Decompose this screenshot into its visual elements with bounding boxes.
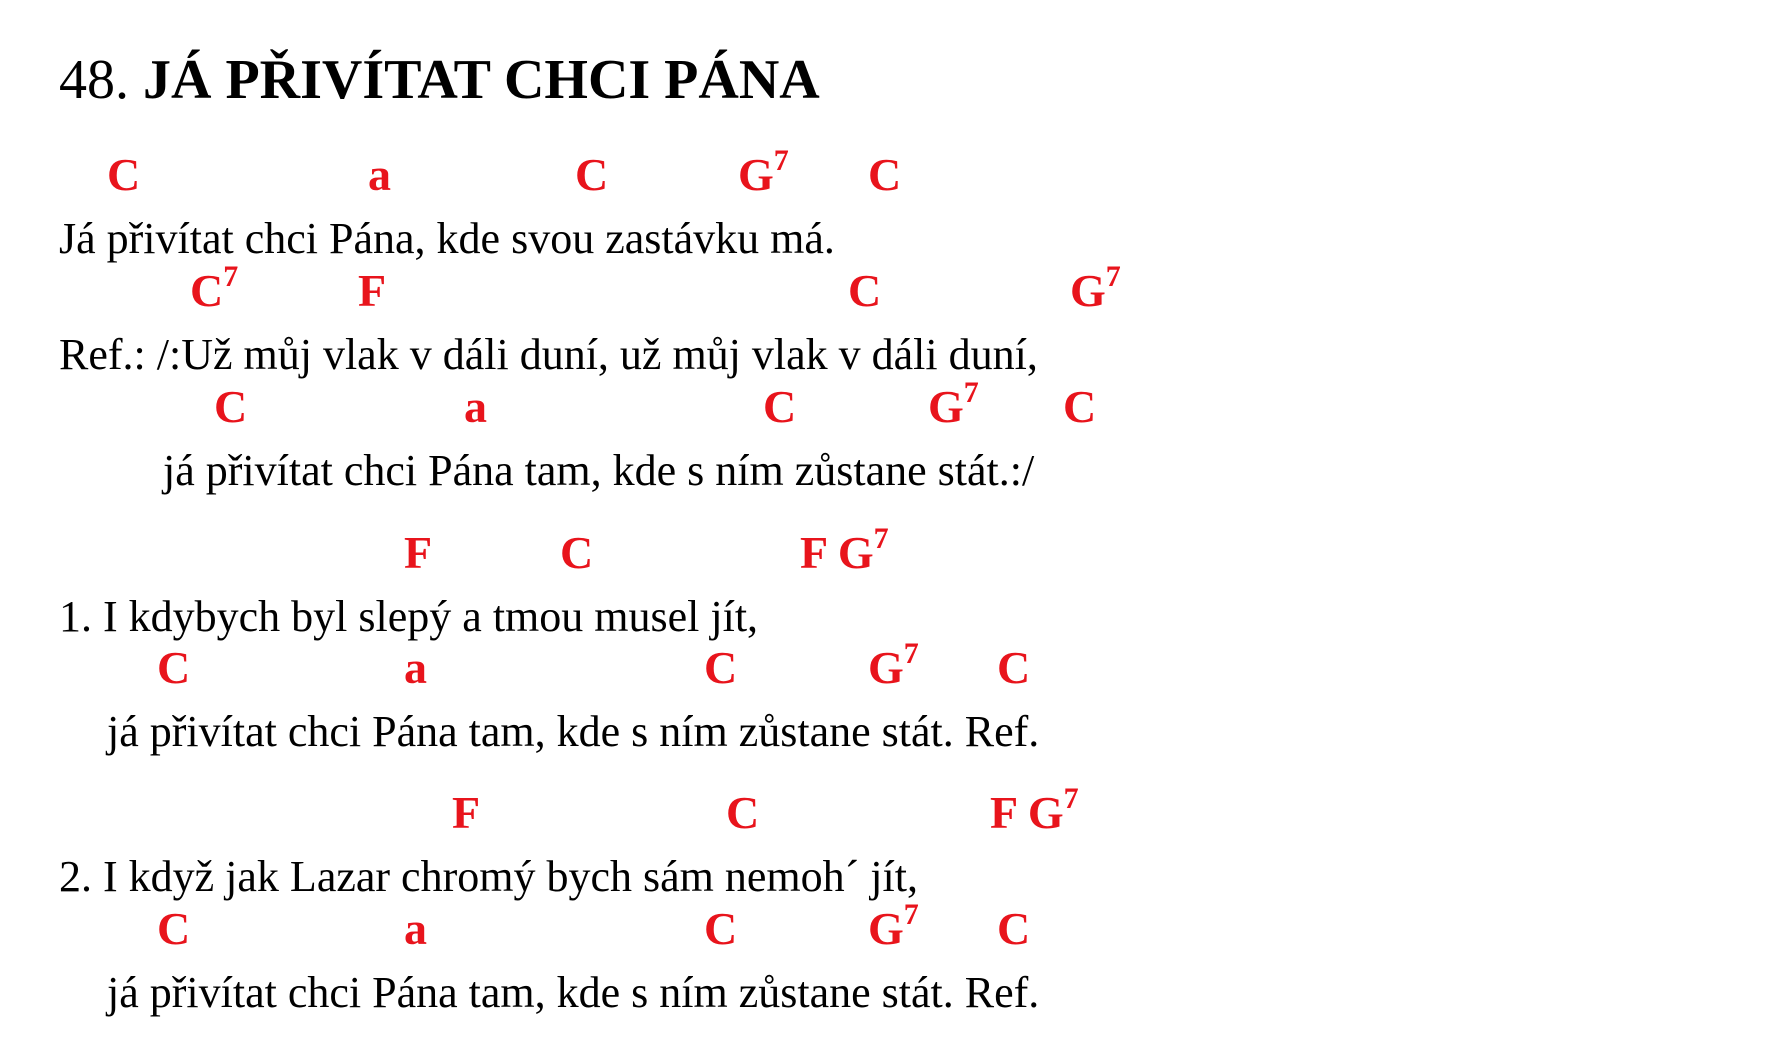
chord — [368, 150, 391, 200]
chord-root: F — [452, 787, 481, 838]
chord — [738, 143, 789, 200]
chord — [464, 382, 487, 432]
chord — [868, 150, 901, 200]
chord-root: C — [726, 787, 760, 838]
song-title — [59, 48, 820, 112]
chord-root: F — [358, 265, 387, 316]
chord-root: C — [157, 642, 191, 693]
chord-root: C — [214, 381, 248, 432]
chord-root: C — [107, 149, 141, 200]
chord — [157, 643, 190, 693]
chord — [868, 636, 919, 693]
chord — [358, 266, 386, 316]
lyric-line-ref-2: já přivítat chci Pána tam, kde s ním zůstane stát.:/ — [163, 446, 1035, 495]
chord — [726, 788, 759, 838]
chord — [800, 521, 889, 578]
chord — [157, 904, 190, 954]
chord — [1063, 382, 1096, 432]
lyric-line-verse1-2: já přivítat chci Pána tam, kde s ním zůstane stát. Ref. — [107, 707, 1040, 756]
chord-root: C — [704, 903, 738, 954]
chord-root: C — [190, 265, 224, 316]
chord-root: F G — [800, 527, 874, 578]
chord-root: G — [928, 381, 964, 432]
song-name: JÁ PŘIVÍTAT CHCI PÁNA — [143, 49, 820, 111]
chord — [997, 904, 1030, 954]
chord-root: a — [404, 642, 427, 693]
chord-extension: 7 — [903, 636, 919, 670]
chord-root: C — [868, 149, 902, 200]
chord-root: C — [560, 527, 594, 578]
chord-root: G — [1070, 265, 1106, 316]
chord-root: C — [575, 149, 609, 200]
chord-extension: 7 — [223, 259, 239, 293]
chord-root: C — [997, 642, 1031, 693]
lyric-line-verse2-2: já přivítat chci Pána tam, kde s ním zůstane stát. Ref. — [107, 968, 1040, 1017]
song-number: 48. — [59, 49, 129, 111]
chord-root: a — [404, 903, 427, 954]
chord-root: G — [868, 642, 904, 693]
chord — [704, 643, 737, 693]
chord — [868, 897, 919, 954]
chord — [848, 266, 881, 316]
chord-extension: 7 — [1063, 781, 1079, 815]
chord — [190, 259, 239, 316]
lyric-line-intro: Já přivítat chci Pána, kde svou zastávku má. — [59, 214, 835, 263]
chord-root: C — [848, 265, 882, 316]
lyric-line-verse2-1: 2. I když jak Lazar chromý bych sám nemoh´ jít, — [59, 852, 918, 901]
chord-root: C — [1063, 381, 1097, 432]
chord — [404, 904, 427, 954]
chord — [404, 643, 427, 693]
chord-extension: 7 — [903, 897, 919, 931]
chord — [990, 781, 1079, 838]
lyric-line-ref-1: Ref.: /:Už můj vlak v dáli duní, už můj vlak v dáli duní, — [59, 330, 1038, 379]
chord-root: C — [157, 903, 191, 954]
chord — [763, 382, 796, 432]
chord — [214, 382, 247, 432]
chord-root: F — [404, 527, 433, 578]
chord-extension: 7 — [773, 143, 789, 177]
chord-extension: 7 — [1105, 259, 1121, 293]
chord-root: G — [868, 903, 904, 954]
chord-root: C — [704, 642, 738, 693]
chord — [1070, 259, 1121, 316]
chord-extension: 7 — [873, 521, 889, 555]
chord — [452, 788, 480, 838]
chord — [928, 375, 979, 432]
chord — [107, 150, 140, 200]
lyric-line-verse1-1: 1. I kdybych byl slepý a tmou musel jít, — [59, 592, 759, 641]
chord-root: G — [738, 149, 774, 200]
chord — [704, 904, 737, 954]
chord — [560, 528, 593, 578]
chord-root: C — [997, 903, 1031, 954]
chord-root: a — [464, 381, 487, 432]
chord-root: F G — [990, 787, 1064, 838]
chord — [404, 528, 432, 578]
chord — [997, 643, 1030, 693]
chord-root: C — [763, 381, 797, 432]
chord-root: a — [368, 149, 391, 200]
chord-extension: 7 — [963, 375, 979, 409]
chord — [575, 150, 608, 200]
